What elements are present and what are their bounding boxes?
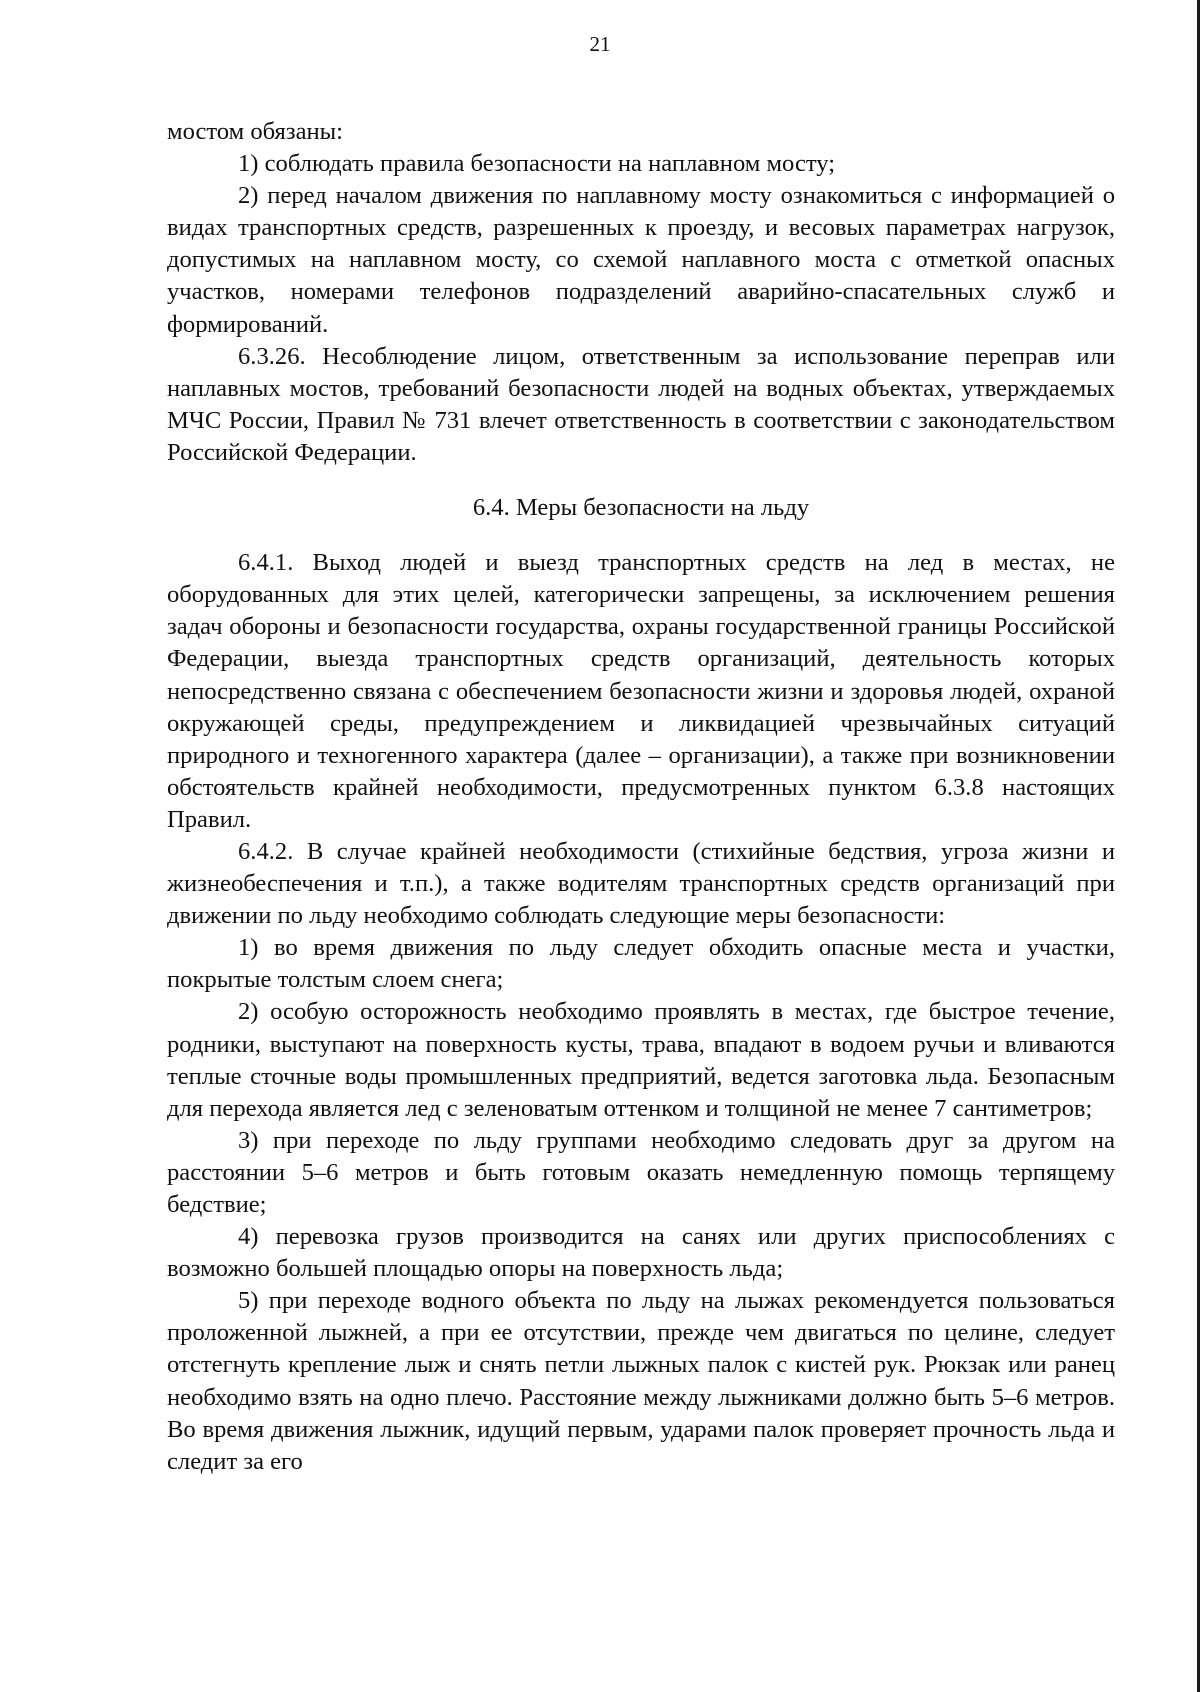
clause-6-3-26: 6.3.26. Несоблюдение лицом, ответственным за использование переправ или наплавных мостов, требований безопасности людей на водных объектах, утверждаемых МЧС России, Правил № 731 влечет ответственность в соответствии с законодательством Российской Федерации. bbox=[167, 342, 1115, 466]
list-item-1: 1) во время движения по льду следует обходить опасные места и участки, покрытые толстым слоем снега; bbox=[167, 934, 1115, 994]
list-item-5: 5) при переходе водного объекта по льду на лыжах рекомендуется пользоваться проложенной лыжней, а при ее отсутствии, прежде чем двигаться по целине, следует отстегнуть крепление лыж и снять петли лыжных палок с кистей рук. Рюкзак или ранец необходимо взять на одно плечо. Расстояние между лыжниками должно быть 5–6 метров. Во время движения лыжник, идущий первым, ударами палок проверяет прочность льда и следит за его bbox=[167, 1287, 1115, 1475]
list-item-4: 4) перевозка грузов производится на санях или других приспособлениях с возможно большей площадью опоры на поверхность льда; bbox=[167, 1223, 1115, 1283]
list-item-2: 2) особую осторожность необходимо проявлять в местах, где быстрое течение, родники, выступают на поверхность кусты, трава, впадают в водоем ручьи и вливаются теплые сточные воды промышленных предприятий, ведется заготовка льда. Безопасным для перехода является лед с зеленоватым оттенком и толщиной не менее 7 сантиметров; bbox=[167, 998, 1115, 1122]
page-number: 21 bbox=[589, 32, 611, 56]
section-heading: 6.4. Меры безопасности на льду bbox=[472, 494, 810, 522]
list-item-2: 2) перед началом движения по наплавному мосту ознакомиться с информацией о видах транспортных средств, разрешенных к проезду, и весовых параметрах нагрузок, допустимых на наплавном мосту, со схемой наплавного моста с отметкой опасных участков, номерами телефонов подразделений аварийно-спасательных служб и формирований. bbox=[167, 182, 1115, 338]
clause-6-4-1: 6.4.1. Выход людей и выезд транспортных средств на лед в местах, не оборудованных для этих целей, категорически запрещены, за исключением решения задач обороны и безопасности государства, охраны государственной границы Российской Федерации, выезда транспортных средств организаций, деятельность которых непосредственно связана с обеспечением безопасности жизни и здоровья людей, охраной окружающей среды, предупреждением и ликвидацией чрезвычайных ситуаций природного и техногенного характера (далее – организации), а также при возникновении обстоятельств крайней необходимости, предусмотренных пунктом 6.3.8 настоящих Правил. bbox=[167, 549, 1115, 833]
list-item-3: 3) при переходе по льду группами необходимо следовать друг за другом на расстоянии 5–6 метров и быть готовым оказать немедленную помощь терпящему бедствие; bbox=[167, 1126, 1115, 1218]
list-item-1: 1) соблюдать правила безопасности на наплавном мосту; bbox=[238, 150, 836, 178]
clause-6-4-2: 6.4.2. В случае крайней необходимости (стихийные бедствия, угроза жизни и жизнеобеспечения и т.п.), а также водителям транспортных средств организаций при движении по льду необходимо соблюдать следующие меры безопасности: bbox=[167, 837, 1115, 930]
paragraph-continuation: мостом обязаны: bbox=[167, 118, 344, 145]
document-body bbox=[167, 116, 1115, 1478]
